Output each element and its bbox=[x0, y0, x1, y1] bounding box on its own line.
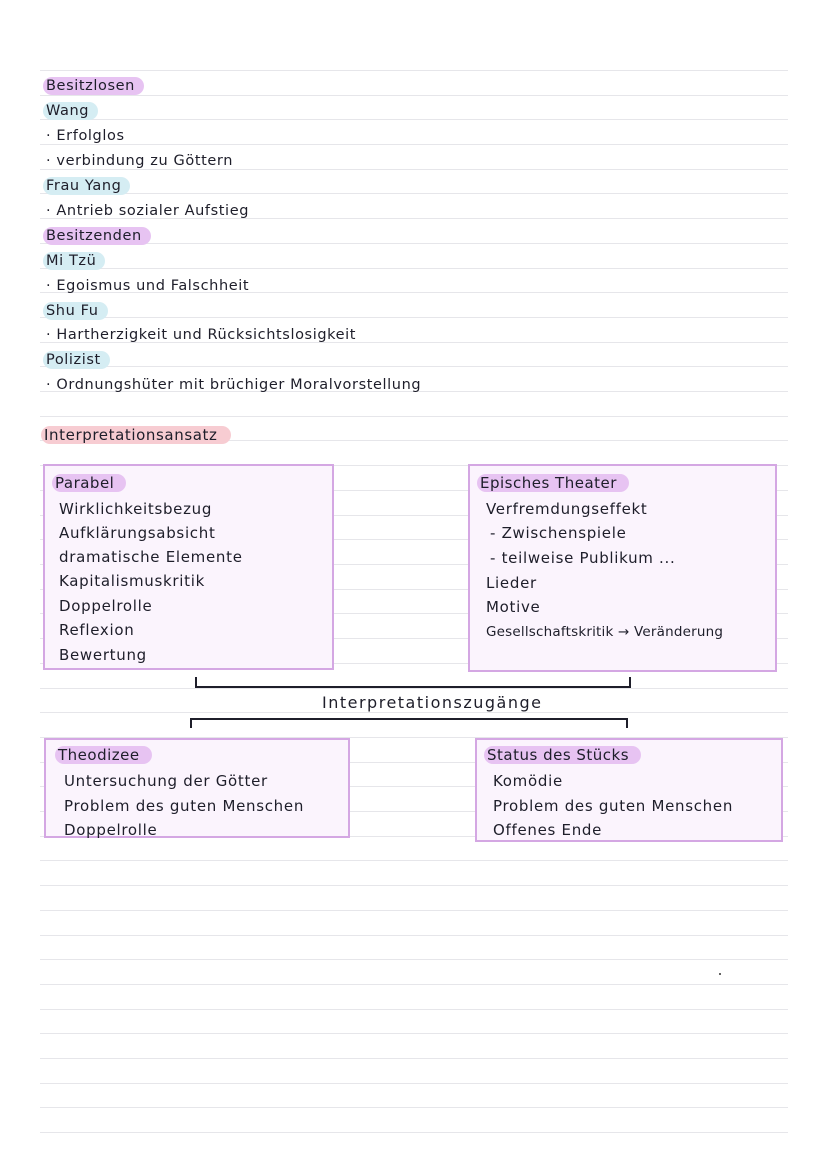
section-heading: Interpretationsansatz bbox=[44, 426, 231, 444]
ruled-line bbox=[40, 1083, 788, 1084]
ruled-line bbox=[40, 193, 788, 194]
list-line bbox=[46, 227, 151, 245]
box-title: Status des Stücks bbox=[487, 746, 641, 764]
box-item: Lieder bbox=[486, 574, 537, 592]
ruled-line bbox=[40, 935, 788, 936]
ruled-line bbox=[40, 1107, 788, 1108]
center-label: Interpretationszugänge bbox=[322, 693, 543, 712]
ruled-line bbox=[40, 366, 788, 367]
parabel-box bbox=[43, 464, 334, 670]
ruled-line bbox=[40, 860, 788, 861]
status-box bbox=[475, 738, 783, 842]
bracket-top-left-tick bbox=[195, 677, 197, 687]
box-item: Reflexion bbox=[59, 621, 135, 639]
character-name: Polizist bbox=[43, 351, 110, 369]
box-item: Problem des guten Menschen bbox=[493, 797, 734, 815]
box-title: Episches Theater bbox=[480, 474, 629, 492]
bracket-bottom-left-tick bbox=[190, 718, 192, 728]
ruled-line bbox=[40, 317, 788, 318]
ruled-line bbox=[40, 885, 788, 886]
ruled-line bbox=[40, 95, 788, 96]
box-item: Kapitalismuskritik bbox=[59, 572, 205, 590]
list-line: · Egoismus und Falschheit bbox=[46, 278, 250, 294]
list-line bbox=[46, 177, 130, 195]
list-line bbox=[46, 351, 110, 369]
list-line: · Antrieb sozialer Aufstieg bbox=[46, 203, 250, 219]
list-line: · Hartherzigkeit und Rücksichtslosigkeit bbox=[46, 327, 357, 343]
bracket-bottom-line bbox=[190, 718, 628, 720]
theodizee-box bbox=[44, 738, 350, 838]
episches-theater-box bbox=[468, 464, 777, 672]
box-item: Doppelrolle bbox=[64, 821, 158, 839]
ruled-line bbox=[40, 712, 788, 713]
ruled-line bbox=[40, 268, 788, 269]
box-item: Motive bbox=[486, 598, 541, 616]
box-item: Doppelrolle bbox=[59, 597, 153, 615]
list-line bbox=[46, 302, 108, 320]
box-item: - teilweise Publikum ... bbox=[490, 549, 676, 567]
box-item: Offenes Ende bbox=[493, 821, 603, 839]
ruled-line bbox=[40, 119, 788, 120]
bracket-top-line bbox=[195, 686, 631, 688]
list-line: · verbindung zu Göttern bbox=[46, 153, 234, 169]
ruled-line bbox=[40, 243, 788, 244]
ruled-line bbox=[40, 1132, 788, 1133]
box-item: Verfremdungseffekt bbox=[486, 500, 648, 518]
box-item: Untersuchung der Götter bbox=[64, 772, 268, 790]
list-line: · Erfolglos bbox=[46, 128, 125, 144]
box-item: Komödie bbox=[493, 772, 563, 790]
character-name: Shu Fu bbox=[43, 302, 108, 320]
character-name: Frau Yang bbox=[43, 177, 130, 195]
character-name: Mi Tzü bbox=[43, 252, 105, 270]
list-line bbox=[46, 252, 105, 270]
ruled-line bbox=[40, 1058, 788, 1059]
ruled-line bbox=[40, 416, 788, 417]
character-name: Wang bbox=[43, 102, 98, 120]
box-item: dramatische Elemente bbox=[59, 548, 243, 566]
pen-dot bbox=[719, 973, 721, 975]
list-line bbox=[46, 77, 144, 95]
box-item: Aufklärungsabsicht bbox=[59, 524, 216, 542]
ruled-line bbox=[40, 70, 788, 71]
group-heading: Besitzlosen bbox=[43, 77, 144, 95]
group-heading: Besitzenden bbox=[43, 227, 151, 245]
list-line bbox=[46, 102, 98, 120]
ruled-line bbox=[40, 984, 788, 985]
ruled-line bbox=[40, 959, 788, 960]
ruled-line bbox=[40, 910, 788, 911]
ruled-line bbox=[40, 688, 788, 689]
ruled-line bbox=[40, 144, 788, 145]
box-item: Gesellschaftskritik → Veränderung bbox=[486, 624, 724, 640]
box-title: Parabel bbox=[55, 474, 126, 492]
box-item: - Zwischenspiele bbox=[490, 524, 627, 542]
list-line: · Ordnungshüter mit brüchiger Moralvorstellung bbox=[46, 377, 422, 393]
ruled-line bbox=[40, 1033, 788, 1034]
box-item: Bewertung bbox=[59, 646, 147, 664]
bracket-top-right-tick bbox=[629, 677, 631, 687]
ruled-line bbox=[40, 1009, 788, 1010]
bracket-bottom-right-tick bbox=[626, 718, 628, 728]
box-item: Problem des guten Menschen bbox=[64, 797, 305, 815]
box-title: Theodizee bbox=[58, 746, 152, 764]
box-item: Wirklichkeitsbezug bbox=[59, 500, 213, 518]
